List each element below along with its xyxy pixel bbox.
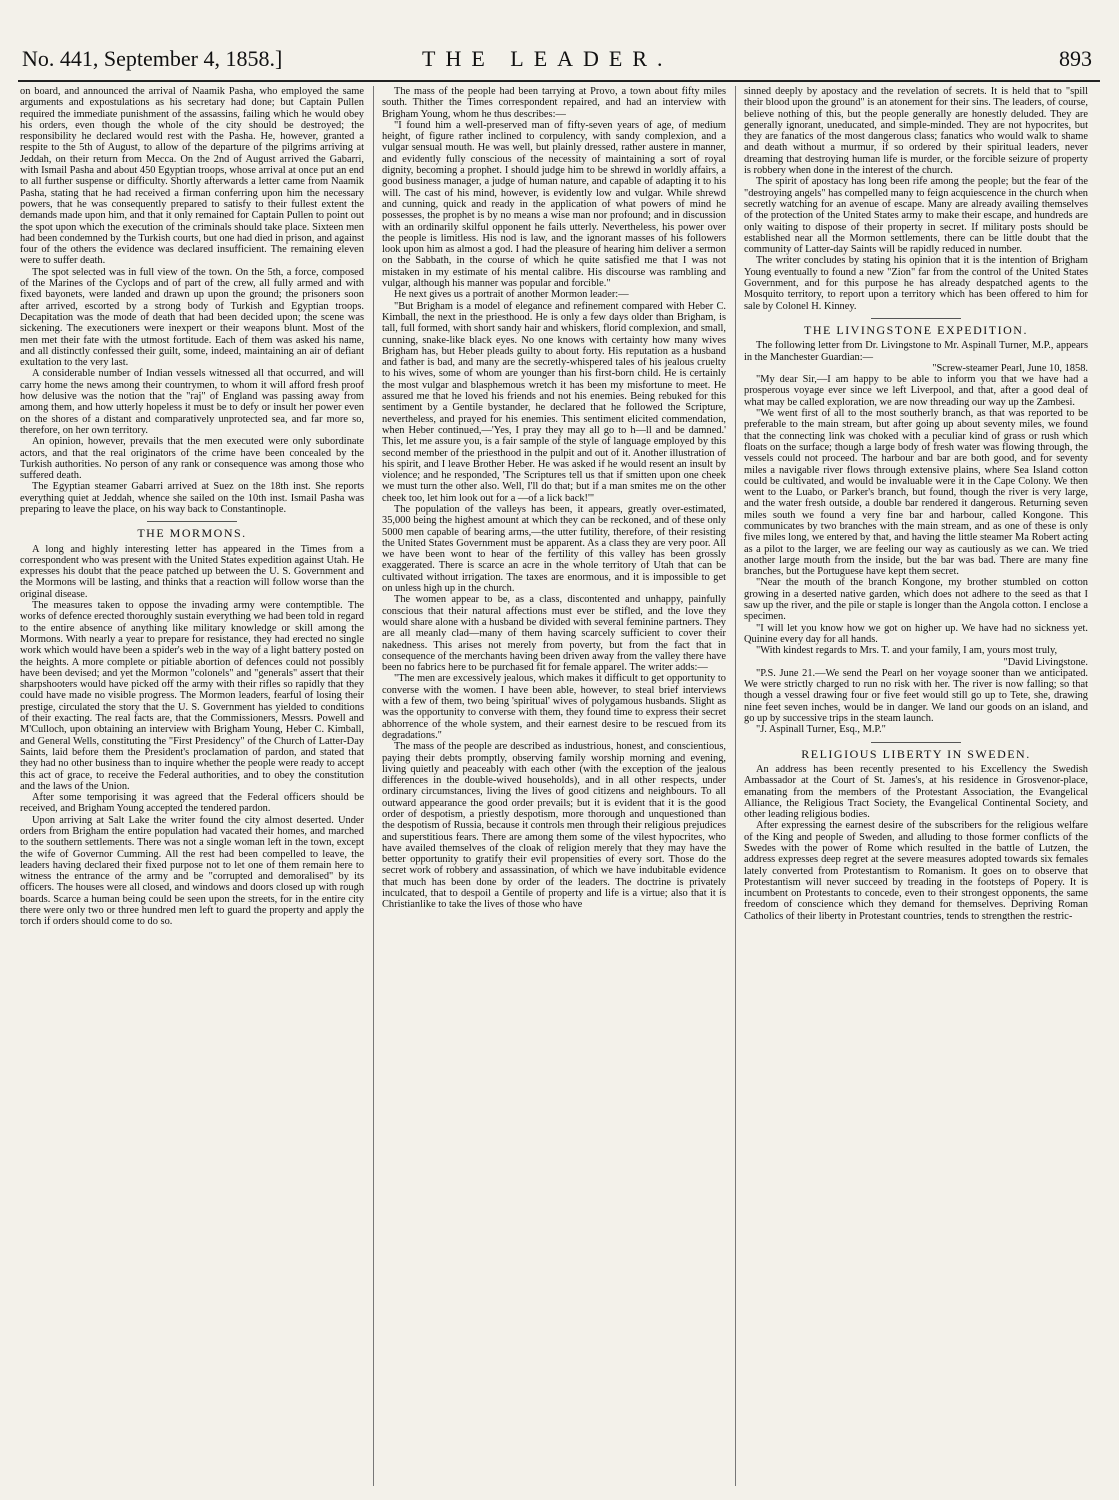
column-2 xyxy=(382,86,726,1486)
article-paragraph: The population of the valleys has been, it appears, greatly over-estimated, 35,000 being the highest amount at which they can be reckoned, and of these only 5000 men capable of bearing arms,—the utter futility, therefore, of their resisting the United States Government must be apparent. As a class they are very poor. All we have been wont to hear of the fertility of this valley has been grossly exaggerated. There is scarce an acre in the whole territory of Utah that can be cultivated without irrigation. The taxes are enormous, and it is impossible to get on unless high up in the church. xyxy=(382,503,726,595)
letter-postscript: "P.S. June 21.—We send the Pearl on her voyage sooner than we anticipated. We were strictly charged to run no risk with her. The river is now falling; so that though a vessel drawing four or five feet would still go up to Tete, she, drawing nine feet seven inches, would be in danger. We land our goods on an island, and go up by successive trips in the steam launch. xyxy=(744,667,1088,725)
article-paragraph: The spirit of apostacy has long been rife among the people; but the fear of the "destroying angels" has compelled many to feign acquiescence in the church when secretly watching for an avenue of escape. Many are already availing themselves of the protection of the United States army to make their escape, and hundreds are only waiting to dispose of their property in secret. If military posts should be established near all the Mormon settlements, there can be little doubt that the community of Latter-day Saints will be rapidly reduced in number. xyxy=(744,176,1088,256)
quoted-paragraph: "I found him a well-preserved man of fifty-seven years of age, of medium height, of figure rather inclined to corpulency, with sandy complexion, and a vulgar sensual mouth. He was well, but plainly dressed, rather austere in manner, and evidently fully conscious of the necessity of maintaining a sort of royal dignity, becoming a prophet. I should judge him to be shrewd in worldly affairs, a good business manager, a judge of human nature, and capable of adapting it to his will. The cast of his mind, however, is evidently low and vulgar. While shrewd and cunning, quick and ready in the application of what powers of mind he possesses, the prophet is by no means a wise man nor profound; and in discussion with an ordinarily skilful opponent he fails utterly. Nevertheless, his power over the people is limitless. His nod is law, and the ignorant masses of his followers look upon him as almost a god. I had the pleasure of hearing him deliver a sermon on the Sabbath, in the course of which he quite satisfied me that I was not mistaken in my estimate of his mental calibre. His discourse was rambling and vulgar, although his manner was popular and forcible." xyxy=(382,119,726,290)
letter-paragraph: "With kindest regards to Mrs. T. and your family, I am, yours most truly, xyxy=(756,645,1058,657)
article-paragraph: An opinion, however, prevails that the men executed were only subordinate actors, and that the real originators of the crime have been concealed by the Turkish authorities. No person of any rank or consequence was among those who suffered death. xyxy=(20,436,364,482)
article-paragraph: The mass of the people are described as industrious, honest, and conscientious, paying their debts promptly, observing family worship morning and evening, living quietly and peaceably with each other (with the exception of the jealous differences in the double-wived households), and in all other respects, under ordinary circumstances, living the lives of good citizens and neighbours. To all outward appearance the good order prevails; but it is evident that it is the good order of despotism, a priestly despotism, more thorough and unquestioned than the despotism of Russia, because it controls men through their religious prejudices and superstitious fears. There are among them some of the vilest hypocrites, who have availed themselves of the cloak of religion merely that they may have the better opportunity to gratify their evil propensities of every sort. Those do the secret work of robbery and assassination, of which we have indubitable evidence that much has been done by order of the leaders. The doctrine is privately inculcated, that to despoil a Gentile of property and life is a virtue; also that it is Christianlike to take the lives of those who have xyxy=(382,741,726,911)
letter-paragraph: "My dear Sir,—I am happy to be able to inform you that we have had a prosperous voyage ever since we left Liverpool, and that, after a good deal of what may be called exploration, we are now threading our way up the Zambesi. xyxy=(744,374,1088,408)
article-paragraph: Upon arriving at Salt Lake the writer found the city almost deserted. Under orders from Brigham the entire population had vacated their homes, and marched to the southern settlements. There was not a single woman left in the town, except the wife of Governor Cumming. All the rest had been compelled to leave, the leaders having declared their fixed purpose not to let one of them remain here to witness the entrance of the army and be "corrupted and demoralised" by its officers. The houses were all closed, and windows and doors closed up with rough boards. Scarce a human being could be seen upon the streets, for in the entire city there were only two or three hundred men left to guard the property and apply the torch if orders should come to do so. xyxy=(20,814,364,928)
quoted-paragraph: "But Brigham is a model of elegance and refinement compared with Heber C. Kimball, the next in the priesthood. He is only a few days older than Brigham, is tall, full formed, with short sandy hair and whiskers, florid complexion, and small, cunning, snake-like black eyes. No one knows with certainty how many wives Brigham has, but Heber pleads guilty to about forty. His reputation as a husband and father is bad, and many are the secretly-whispered tales of his jealous cruelty to his wives, some of whom are younger than his first-born child. He is certainly the most vulgar and blasphemous wretch it has been my misfortune to meet. He assured me that he loved his friends and not his enemies. Being rebuked for this sentiment by a Gentile bystander, he declared that he followed the Scripture, nevertheless, and prayed for his enemies. This sentiment elicited commendation, when Heber continued,—'Yes, I pray they may all go to h—ll and be damned.' This, let me assure you, is a fair sample of the style of language employed by this second member of the priesthood in the pulpit and out of it. Another illustration of his spirit, and I leave Brother Heber. He was asked if he would resent an insult by violence; and he responded, 'The Scriptures tell us that if smitten upon one cheek we must turn the other also. Well, I'll do that; but if a man smites me on the other cheek too, let him look out for a —of a lick back!'" xyxy=(382,300,726,504)
article-paragraph: He next gives us a portrait of another Mormon leader:— xyxy=(394,289,629,301)
letter-paragraph: "We went first of all to the most southerly branch, as that was reported to be preferable to the main stream, but after going up about seventy miles, we found that the connecting link was choked with a peculiar kind of grass or rush which floats on the surface; though a large body of fresh water was flowing through, the vessels could not proceed. The harbour and bar are both good, and for seventy miles a navigable river flows through extensive plains, where Sea Island cotton could be cultivated, and would be invaluable were it in the Cape Colony. We then went to the Luabo, or Parker's branch, but found, though the river is very large, and the water fresh outside, a double bar rendered it dangerous. Returning seven miles south we found a very fine bar and harbour, called Kongone. This communicates by two branches with the main stream, and as one of these is only five miles long, we entered by that, and having the little steamer Ma Robert acting as a pilot to the larger, we are feeling our way as cautiously as we can. We tried another large mouth from the inside, but the bar was bad. There are many fine branches, but the Portuguese have kept them secret. xyxy=(744,408,1088,578)
quoted-paragraph: "The men are excessively jealous, which makes it difficult to get opportunity to converse with the women. I have been able, however, to steal brief interviews with a few of them, two being 'spiritual' wives of polygamous husbands. Slight as was the opportunity to converse with them, they found time to express their secret abhorrence of the whole system, and their earnest desire to be rescued from its degradations." xyxy=(382,673,726,741)
section-divider xyxy=(871,742,961,743)
column-3 xyxy=(744,86,1088,1486)
article-paragraph: After expressing the earnest desire of the subscribers for the religious welfare of the King and people of Sweden, and alluding to those former conflicts of the Swedes with the power of Rome which resulted in the battle of Lutzen, the address expresses deep regret at the severe measures adopted towards six females lately converted from Protestantism to Romanism. It goes on to observe that Protestantism will never succeed by treading in the footsteps of Popery. It is incumbent on Protestants to concede, even to their strongest opponents, the same freedom of conscience which they demand for themselves. Depriving Roman Catholics of their liberty in Protestant countries, tends to strengthen the restric- xyxy=(744,820,1088,922)
column-divider xyxy=(373,86,374,1486)
article-paragraph: The writer concludes by stating his opinion that it is the intention of Brigham Young eventually to found a new "Zion" far from the control of the United States Government, and for this purpose he has already despatched agents to the Mosquito territory, to report upon a territory which has been offered to him for sale by Colonel H. Kinney. xyxy=(744,255,1088,312)
article-paragraph: The spot selected was in full view of the town. On the 5th, a force, composed of the Marines of the Cyclops and of part of the crew, all fully armed and with fixed bayonets, were landed and drawn up upon the ground; the prisoners soon after arrived, escorted by a strong body of Turkish and Egyptian troops. Decapitation was the mode of death that had been decided upon; the scene was sickening. The executioners were inexpert or their weapons blunt. Most of the men met their fate with the utmost fortitude. Each of them was asked his name, and all distinctly confessed their guilt, some, indeed, maintaining an air of defiant exultation to the very last. xyxy=(20,266,364,369)
header-rule xyxy=(18,80,1100,82)
article-paragraph: The following letter from Dr. Livingstone to Mr. Aspinall Turner, M.P., appears in the Manchester Guardian:— xyxy=(744,340,1088,363)
article-paragraph: The mass of the people had been tarrying at Provo, a town about fifty miles south. Thither the Times correspondent repaired, and had an interview with Brigham Young, whom he thus describes:— xyxy=(382,86,726,120)
masthead-title: THE LEADER. xyxy=(422,46,673,71)
article-paragraph: The measures taken to oppose the invading army were contemptible. The works of defence erected thoroughly sustain everything we had been told in regard to the entire absence of anything like military knowledge or skill among the Mormons. With nearly a year to prepare for resistance, they had erected no single work which would have been a spider's web in the way of a light battery posted on the heights. A more complete or pitiable abortion of defences could not possibly have been devised; and yet the Mormon "colonels" and "generals" assert that their sharpshooters would have picked off the army with their rifles so rapidly that they could have made no visible progress. The Mormon leaders, fearful of losing their prestige, circulated the story that the U. S. Government has yielded to conditions of their exacting. The real facts are, that the Commissioners, Messrs. Powell and M'Culloch, upon obtaining an interview with Brigham Young, Heber C. Kimball, and General Wells, constituting the "First Presidency" of the Church of Latter-Day Saints, laid before them the President's proclamation of pardon, and stated that they had no other business than to inquire whether the people were ready to accept this act of grace, to receive the Federal authorities, and to obey the constitution and the laws of the Union. xyxy=(20,600,364,792)
issue-date: No. 441, September 4, 1858.] xyxy=(22,46,283,71)
article-paragraph: sinned deeply by apostacy and the revelation of secrets. It is held that to "spill their blood upon the ground" is an atonement for their sins. The leaders, of course, believe nothing of this, but the people generally are honestly deluded. They are generally ignorant, uneducated, and simple-minded. They are not hypocrites, but they are fanatics of the most dangerous class; fanatics who would walk to shame and death without a murmur, if so ordered by their spiritual leaders, never dreaming that destroying human life is murder, or the forcible seizure of property is robbery when done in the interest of the church. xyxy=(744,86,1088,177)
letter-addressee: "J. Aspinall Turner, Esq., M.P." xyxy=(756,724,886,736)
article-paragraph: A long and highly interesting letter has appeared in the Times from a correspondent who was present with the United States expedition against Utah. He expresses his doubt that the peace patched up between the U. S. Government and the Mormons will be lasting, and thinks that a reaction will follow worse than the original disease. xyxy=(20,543,364,600)
article-paragraph: The Egyptian steamer Gabarri arrived at Suez on the 18th inst. She reports everything quiet at Jeddah, whence she sailed on the 10th inst. Ismail Pasha was preparing to leave the place, on his way back to Constantinople. xyxy=(20,481,364,515)
letter-dateline: "Screw-steamer Pearl, June 10, 1858. xyxy=(932,362,1088,374)
column-1 xyxy=(20,86,364,1486)
letter-paragraph: "Near the mouth of the branch Kongone, my brother stumbled on cotton growing in a deserted native garden, which does not adhere to the seed as that I saw up the river, and the pile or staple is longer than the Angola cotton. I enclose a specimen. xyxy=(744,577,1088,623)
section-title-sweden: RELIGIOUS LIBERTY IN SWEDEN. xyxy=(801,746,1031,761)
article-paragraph: on board, and announced the arrival of Naamik Pasha, who employed the same arguments and expostulations as his secretary had done; but Captain Pullen required the immediate punishment of the assassins, failing which he would obey his orders, even though the whole of the city should be destroyed; the responsibility he declared would rest with the Pasha. He, however, granted a respite to the 5th of August, to allow of the departure of the pilgrims arriving at Jeddah, on their return from Mecca. On the 2nd of August arrived the Gabarri, with Ismail Pasha and about 450 Egyptian troops, whose arrival at once put an end to all further suspense or difficulty. Shortly afterwards a letter came from Naamik Pasha, stating that he had received a firman conferring upon him the necessary powers, that he was consequently prepared to satisfy to their fullest extent the demands made upon him, and that it only remained for Captain Pullen to point out the spot upon which the execution of the criminals should take place. Sixteen men had been condemned by the Turkish courts, but one had died in prison, and against four of the others the evidence was declared insufficient. The remaining eleven were to suffer death. xyxy=(20,86,364,267)
letter-signature: "David Livingstone. xyxy=(1003,656,1088,668)
article-paragraph: A considerable number of Indian vessels witnessed all that occurred, and will carry home the news among their countrymen, to whom it will afford fresh proof how delusive was the notion that the "raj" of England was passing away from among them, and how utterly hopeless it must be to defy or insult her power even on the shores of a distant and comparatively unprotected sea, and far more so, therefore, on her own territory. xyxy=(20,368,364,436)
letter-paragraph: "I will let you know how we got on higher up. We have had no sickness yet. Quinine every day for all hands. xyxy=(744,622,1088,645)
page-number: 893 xyxy=(1059,46,1092,71)
article-paragraph: The women appear to be, as a class, discontented and unhappy, painfully conscious that their natural affections must ever be stifled, and the love they would share alone with a husband be divided with several feminine partners. They are all meanly clad—many of them having scarcely sufficient to cover their nakedness. This arises not merely from poverty, but from the fact that in consequence of the merchants having been driven away from the valley there have been no fabrics here to be purchased fit for female apparel. The writer adds:— xyxy=(382,594,726,674)
section-title-livingstone: THE LIVINGSTONE EXPEDITION. xyxy=(804,322,1028,337)
column-divider xyxy=(735,86,736,1486)
page-header xyxy=(22,46,1092,78)
section-divider xyxy=(871,318,961,319)
section-divider xyxy=(147,521,237,522)
section-title-mormons: THE MORMONS. xyxy=(137,526,247,541)
article-paragraph: An address has been recently presented to his Excellency the Swedish Ambassador at the Court of St. James's, at his residence in Grosvenor-place, emanating from the members of the Protestant Association, the Evangelical Alliance, the Religious Tract Society, the Evangelical Continental Society, and other leading religious bodies. xyxy=(744,763,1088,821)
article-paragraph: After some temporising it was agreed that the Federal officers should be received, and Brigham Young accepted the tendered pardon. xyxy=(20,792,364,815)
